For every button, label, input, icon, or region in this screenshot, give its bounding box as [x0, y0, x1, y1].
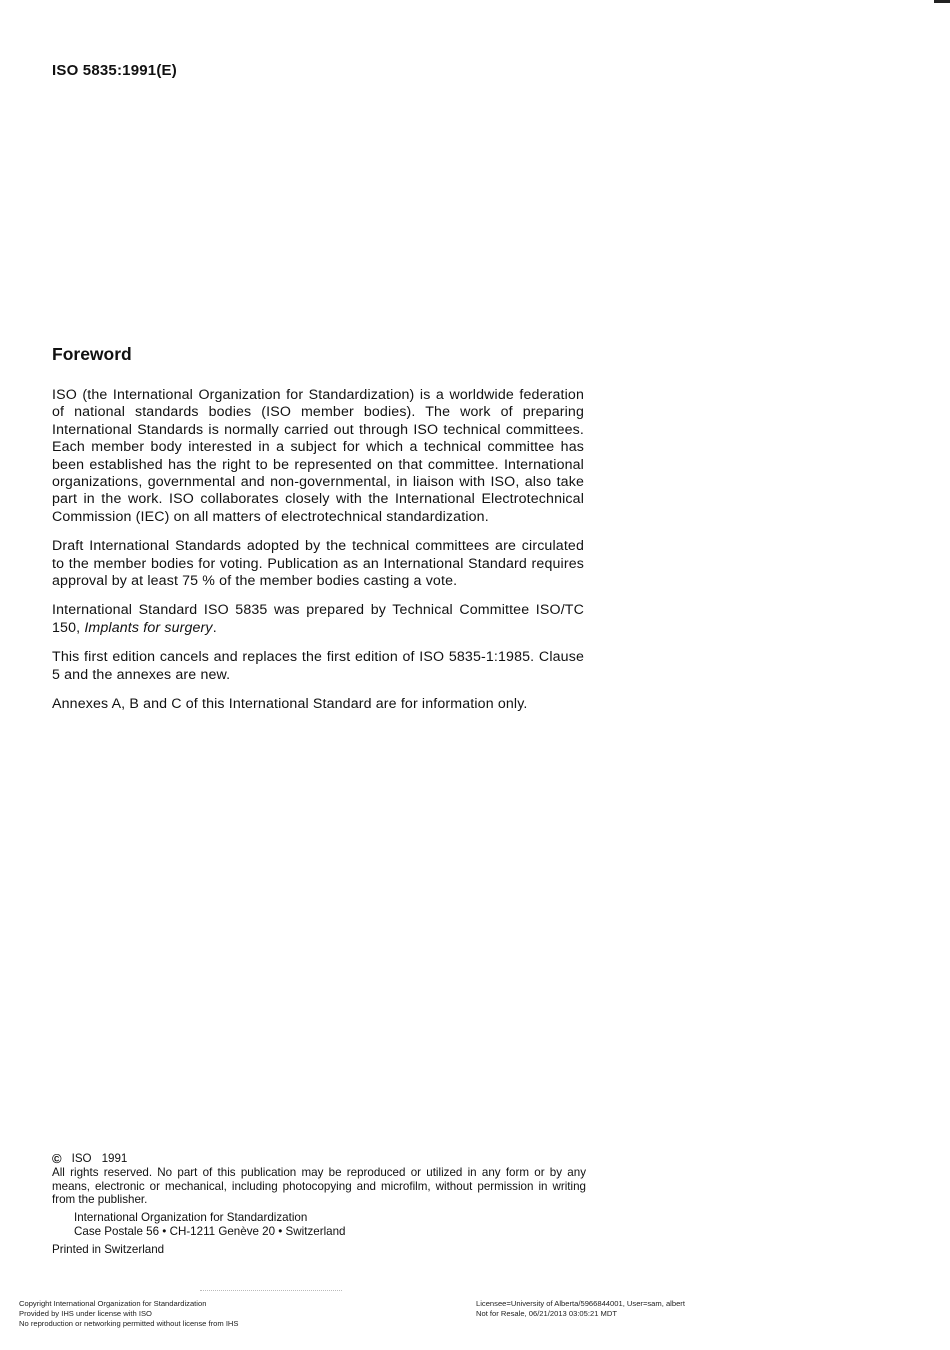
printed-in: Printed in Switzerland: [52, 1242, 165, 1256]
foreword-section: [52, 344, 584, 726]
address-line-1: International Organization for Standardization: [74, 1211, 308, 1225]
publisher-address: [52, 1211, 586, 1239]
foreword-paragraph-annexes: Annexes A, B and C of this International Standard are for information only.: [52, 696, 528, 713]
prepared-by-end: .: [212, 619, 217, 636]
foreword-title: Foreword: [52, 344, 132, 364]
scan-corner-mark: [934, 0, 950, 3]
foreword-paragraph-1: ISO (the International Organization for Standardization) is a worldwide federation of national standards bodies (ISO member bodies). The work of preparing International Standards is normally carried out through ISO technical committees. Each member body interested in a subject for which a technical committee has been established has the right to be represented on that committee. International organizations, governmental and non-governmental, in liaison with ISO, also take part in the work. ISO collaborates closely with the International Electrotechnical Commission (IEC) on all matters of electrotechnical standardization.: [52, 387, 584, 525]
footer-left-line-2: Provided by IHS under license with ISO: [19, 1309, 152, 1318]
document-id-header: ISO 5835:1991(E): [52, 62, 177, 79]
foreword-paragraph-prepared-by: [52, 602, 584, 637]
footer-license-left: [19, 1299, 238, 1329]
foreword-paragraph-edition: This first edition cancels and replaces the first edition of ISO 5835-1:1985. Clause 5 and the annexes are new.: [52, 649, 584, 683]
address-line-2: Case Postale 56 • CH-1211 Genève 20 • Switzerland: [74, 1224, 346, 1238]
rights-statement: All rights reserved. No part of this publication may be reproduced or utilized in any form or by any means, electronic or mechanical, including photocopying and microfilm, without permission in writing from the publisher.: [52, 1165, 586, 1207]
footer-left-line-3: No reproduction or networking permitted without license from IHS: [19, 1319, 239, 1328]
footer-right-line-2: Not for Resale, 06/21/2013 03:05:21 MDT: [476, 1309, 617, 1318]
scan-artifact-dots: [200, 1290, 342, 1292]
copyright-org: ISO: [71, 1152, 92, 1165]
foreword-paragraph-2: Draft International Standards adopted by the technical committees are circulated to the member bodies for voting. Publication as an International Standard requires approval by at least 75 % of the member bodies casting a vote.: [52, 538, 584, 590]
copyright-year: 1991: [101, 1152, 128, 1165]
footer-left-line-1: Copyright International Organization for Standardization: [19, 1299, 207, 1308]
committee-title: Implants for surgery: [84, 619, 213, 636]
prepared-by-text: International Standard ISO 5835 was prepared by Technical Committee ISO/TC 150,: [52, 602, 584, 636]
footer-right-line-1: Licensee=University of Alberta/5966844001, User=sam, albert: [476, 1299, 685, 1308]
footer-license-right: [476, 1299, 685, 1319]
copyright-symbol: ©: [52, 1151, 62, 1166]
copyright-block: [52, 1152, 586, 1257]
copyright-line: [52, 1152, 586, 1166]
